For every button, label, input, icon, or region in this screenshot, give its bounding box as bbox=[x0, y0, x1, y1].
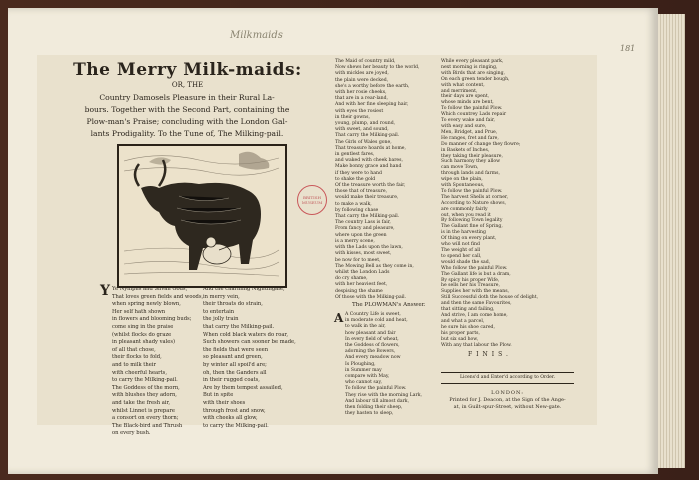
verse-line: And with her fine sleeping hair, bbox=[335, 102, 409, 108]
subtitle-line: Country Damosels Pleasure in their Rural La- bbox=[99, 93, 275, 102]
verse-line: their throats do strain, bbox=[203, 301, 263, 308]
verse-line: adorning the Bowers, bbox=[345, 349, 396, 355]
verse-line: To follow the painful Plow. bbox=[345, 386, 407, 392]
verse-line: who will not find bbox=[441, 242, 480, 248]
verse-line: they hasten to sleep, bbox=[345, 411, 394, 417]
verse-line: with eyes the rosiest bbox=[335, 108, 384, 114]
verse-line: oh, then the Ganders all bbox=[203, 369, 267, 376]
verse-line: and to milk their bbox=[112, 361, 156, 368]
imprint bbox=[441, 390, 574, 411]
verse-line: Such showers can sooner be made, bbox=[203, 339, 296, 346]
verse-line: with her heaviest feet, bbox=[335, 282, 388, 288]
verse-line: next morning is ringing, bbox=[441, 64, 498, 70]
drop-cap-a: A bbox=[334, 311, 344, 325]
verse-line: with Spontaneous, bbox=[441, 183, 485, 189]
verse-line: whilst Linnet is prepare bbox=[112, 407, 175, 414]
folio-number: 181 bbox=[620, 44, 636, 53]
verse-line: wipe on the plain, bbox=[441, 177, 483, 183]
verse-line: Of thing on every plant, bbox=[441, 236, 497, 242]
verse-line: Of those with the Milking-pail. bbox=[335, 294, 407, 300]
verse-line: with the Lads upon the lawn, bbox=[335, 245, 403, 251]
verse-line: Ye Nymphs and Silvan Gods, bbox=[112, 286, 188, 292]
verse-line: With any that labour the Plow. bbox=[441, 342, 512, 348]
verse-line: with their shoes bbox=[203, 399, 246, 406]
verse-line: Such harmony they allow bbox=[441, 159, 501, 165]
verse-line: But in spite bbox=[203, 392, 234, 399]
verse-line: to entertain bbox=[203, 308, 235, 315]
verse-line: through frost and snow, bbox=[203, 407, 266, 414]
verse-line: so pleasant and green, bbox=[203, 354, 263, 361]
imprint-city: LONDON: bbox=[491, 390, 524, 396]
finis-mark: FINIS. bbox=[468, 351, 512, 358]
drop-cap-y: Y bbox=[100, 283, 110, 299]
ballad-subtitle bbox=[68, 92, 306, 140]
verse-line: in gentlest fares, bbox=[335, 152, 375, 158]
verse-line: The Gallant fine of Spring, bbox=[441, 224, 503, 230]
ballad-title-or: OR, THE bbox=[171, 81, 204, 89]
verse-line: with cheerful hearts, bbox=[112, 369, 167, 376]
verse-line: and then the same Favourites, bbox=[441, 301, 512, 307]
verse-line: Her self hath shown bbox=[112, 308, 166, 315]
verse-line: From fancy and pleasure, bbox=[335, 226, 395, 232]
plowman-heading: The PLOWMAN's Answer. bbox=[352, 302, 426, 308]
verse-line: Which countrey Lads repair bbox=[441, 112, 507, 118]
verse-line: While every pleasant park, bbox=[441, 59, 504, 64]
verse-line: Are by them tempest assailed, bbox=[203, 384, 283, 391]
verse-line: where upon the green bbox=[335, 232, 387, 238]
verse-line: The Mowing Bell as they come in, bbox=[335, 263, 414, 269]
verse-line: by following chase bbox=[335, 207, 379, 213]
verse-line: he sells her his Treasure, bbox=[441, 283, 500, 289]
verse-line: with blushes they adorn, bbox=[112, 392, 177, 399]
handwritten-note: Milkmaids bbox=[230, 30, 283, 41]
verse-line: with Birds that are singing, bbox=[441, 70, 505, 76]
verse-line: by winter all spoil'd are; bbox=[203, 361, 267, 368]
verse-line: to make a walk, bbox=[335, 201, 372, 207]
verse-line: A Country Life is sweet, bbox=[345, 312, 401, 317]
verse-line: the plain were decked, bbox=[335, 77, 389, 83]
verse-line: The Goddess of the morn, bbox=[112, 384, 180, 391]
verse-line: By spicy his proper Wife, bbox=[441, 277, 500, 283]
verse-line: on every bush. bbox=[112, 430, 151, 437]
verse-line: is a merry scene, bbox=[335, 238, 375, 244]
verse-line: On each green tender bough, bbox=[441, 76, 510, 82]
verse-line: in Summer may bbox=[345, 367, 382, 373]
verse-line: to carry the Milking-pail. bbox=[112, 377, 178, 384]
verse-line: to carry the Milking-pail. bbox=[203, 422, 269, 429]
verse-line: those that of treasure, bbox=[335, 189, 388, 195]
verse-line: in merry vein, bbox=[203, 293, 240, 300]
verse-column-1 bbox=[112, 286, 203, 438]
verse-line: with her rosie cheeks, bbox=[335, 90, 387, 96]
verse-line: that are in a rear-land, bbox=[335, 96, 389, 102]
verse-line: and merriment, bbox=[441, 88, 478, 94]
verse-line: would make their treasure, bbox=[335, 195, 399, 201]
verse-line: By following Town legality bbox=[441, 218, 503, 224]
verse-line: to spend her call, bbox=[441, 253, 482, 259]
verse-column-3 bbox=[335, 59, 419, 301]
verse-line: Still Successful doth the house of delight, bbox=[441, 295, 539, 301]
verse-line: with cheeks all glow, bbox=[203, 415, 258, 422]
verse-line: whilst the London Lads bbox=[335, 269, 390, 275]
verse-line: they taking their pleasure, bbox=[441, 153, 503, 159]
verse-line: is in the harvesting bbox=[441, 230, 486, 236]
verse-line: (whilst flocks do graze bbox=[112, 331, 172, 338]
verse-line: That treasure hoards at home, bbox=[335, 145, 406, 151]
verse-line: but six sad how, bbox=[441, 336, 479, 342]
verse-line: And strive, I am come home, bbox=[441, 312, 508, 318]
verse-line: They rise with the morning Lark, bbox=[345, 392, 422, 398]
verse-line: Make bonny grace and hand bbox=[335, 164, 402, 170]
verse-line: with what content, bbox=[441, 82, 485, 88]
verse-line: That loves green fields and woods, bbox=[112, 293, 204, 300]
verse-line: the fields that were seen bbox=[203, 346, 269, 353]
verse-line: The weight of all bbox=[441, 248, 481, 253]
verse-line: in moderate cold and heat, bbox=[345, 318, 408, 324]
verse-line: and waked with cheek bares, bbox=[335, 158, 403, 164]
verse-line: the jolly train bbox=[203, 316, 239, 323]
verse-line: Is Ploughing, bbox=[345, 361, 376, 367]
verse-line: The Maid of country mild, bbox=[335, 59, 396, 64]
verse-line: That carry the Milking-pail. bbox=[335, 214, 400, 220]
verse-line: He ranges, fret and fare, bbox=[441, 135, 499, 141]
verse-column-2 bbox=[203, 286, 296, 430]
verse-line: The Girls of Wales gone, bbox=[335, 139, 392, 145]
verse-line: and what a parcel, bbox=[441, 318, 485, 324]
verse-line: That carry the Milking-pail. bbox=[335, 133, 400, 139]
verse-line: Do manner of change they flowre; bbox=[441, 141, 521, 147]
verse-line: if they were to hand bbox=[335, 170, 382, 176]
verse-line: with mickles are joyed, bbox=[335, 71, 389, 77]
verse-line: whose minds are bent, bbox=[441, 100, 494, 106]
verse-line: when spring newly blown, bbox=[112, 301, 181, 308]
imprint-line: at, in Guilt-spur-Street, without New-gate. bbox=[453, 404, 562, 410]
verse-line: a consort on every thorn; bbox=[112, 415, 179, 422]
subtitle-line: lants Prodigality. To the Tune of, The Milking-pail. bbox=[90, 129, 284, 138]
verse-line: And every meadow now bbox=[345, 355, 401, 361]
stamp-text: BRITISH MUSEUM bbox=[301, 195, 323, 205]
verse-line: According to Nature shows, bbox=[441, 200, 507, 206]
woodcut-illustration bbox=[117, 144, 287, 288]
verse-line: who cannot say, bbox=[345, 380, 382, 386]
verse-line: The country Lass is fair, bbox=[335, 220, 391, 226]
verse-line: And the charming Nightingale, bbox=[203, 286, 285, 292]
verse-line: To follow the painful Plow. bbox=[441, 188, 503, 194]
verse-line: The Gallant life is but a dram, bbox=[441, 271, 511, 277]
verse-line: would shade the sad, bbox=[441, 259, 491, 265]
verse-line: be now for to meet, bbox=[335, 257, 381, 263]
verse-line: When cold black waters do roar, bbox=[203, 331, 288, 338]
licence-line: Licens'd and Enter'd according to Order. bbox=[441, 372, 574, 384]
verse-line: to walk in the air, bbox=[345, 324, 386, 330]
verse-line: in pleasant shady vales) bbox=[112, 339, 176, 346]
verse-line: To follow the painful Plow. bbox=[441, 106, 503, 112]
verse-line: with sweet, and sound, bbox=[335, 127, 389, 133]
verse-line: In every field of wheat, bbox=[345, 336, 399, 342]
verse-line: with kisses, most sweet, bbox=[335, 251, 392, 257]
verse-line: the Goddess of flowers, bbox=[345, 343, 400, 349]
verse-line: in Baskets of Inches, bbox=[441, 147, 490, 153]
subtitle-line: bours. Together with the Second Part, containing the bbox=[84, 105, 290, 114]
verse-line: can move Town, bbox=[441, 165, 479, 171]
verse-line: And labour till almost dark, bbox=[345, 398, 410, 404]
verse-line: their flocks to fold, bbox=[112, 354, 162, 361]
verse-line: Who follow the painful Plow. bbox=[441, 265, 508, 271]
page-edges bbox=[655, 14, 685, 468]
verse-line: that carry the Milking-pail. bbox=[203, 323, 275, 330]
verse-line: to shake the gold bbox=[335, 176, 376, 182]
verse-line: of all that chose, bbox=[112, 346, 156, 353]
verse-line: Now shews her beauty to the world, bbox=[335, 65, 420, 71]
verse-line: To every wake and fair, bbox=[441, 118, 496, 124]
verse-line: his proper parts, bbox=[441, 330, 481, 336]
verse-line: in their gowns, bbox=[335, 114, 370, 120]
verse-line: come sing in the praise bbox=[112, 323, 174, 330]
verse-line: compare with May, bbox=[345, 374, 390, 380]
verse-line: he sure his shoe cared, bbox=[441, 324, 495, 330]
verse-line: how pleasant and fair bbox=[345, 330, 396, 336]
verse-line: then folding their sheep, bbox=[345, 405, 403, 411]
verse-column-3b bbox=[345, 312, 422, 417]
verse-line: with easy and sure, bbox=[441, 123, 487, 129]
verse-line: do cry shame, bbox=[335, 276, 368, 282]
verse-line: through lands and farms, bbox=[441, 171, 500, 177]
verse-line: Supplies her with the means, bbox=[441, 289, 510, 295]
verse-line: that sitting and failing, bbox=[441, 307, 495, 313]
verse-line: in flowers and blooming buds; bbox=[112, 316, 192, 323]
verse-line: Men, Bridget, and Prue, bbox=[441, 129, 498, 135]
verse-line: in their rugged coats, bbox=[203, 377, 260, 384]
ballad-title: The Merry Milk-maids: bbox=[73, 60, 302, 80]
verse-line: Of the treasure worth the fair, bbox=[335, 183, 406, 189]
verse-column-4 bbox=[441, 59, 538, 348]
subtitle-line: Plow-man's Praise; concluding with the London Gal- bbox=[86, 117, 288, 126]
verse-line: The harvest Shells at corner, bbox=[441, 194, 509, 200]
library-stamp bbox=[297, 185, 327, 215]
verse-line: are commonly fairly bbox=[441, 206, 488, 212]
verse-line: The Black-bird and Thrush bbox=[112, 422, 183, 429]
verse-line: their days are spent, bbox=[441, 94, 490, 100]
bull-woodcut-icon bbox=[119, 146, 285, 286]
verse-line: out, when you read it bbox=[441, 212, 491, 218]
imprint-line: Printed for J. Deacon, at the Sign of the Ange- bbox=[449, 397, 566, 403]
verse-line: young, plump, and round, bbox=[335, 121, 396, 127]
verse-line: and take the fresh air, bbox=[112, 399, 171, 406]
verse-line: she's a worthy before the earth, bbox=[335, 83, 410, 89]
verse-line: despising the shame bbox=[335, 288, 383, 294]
